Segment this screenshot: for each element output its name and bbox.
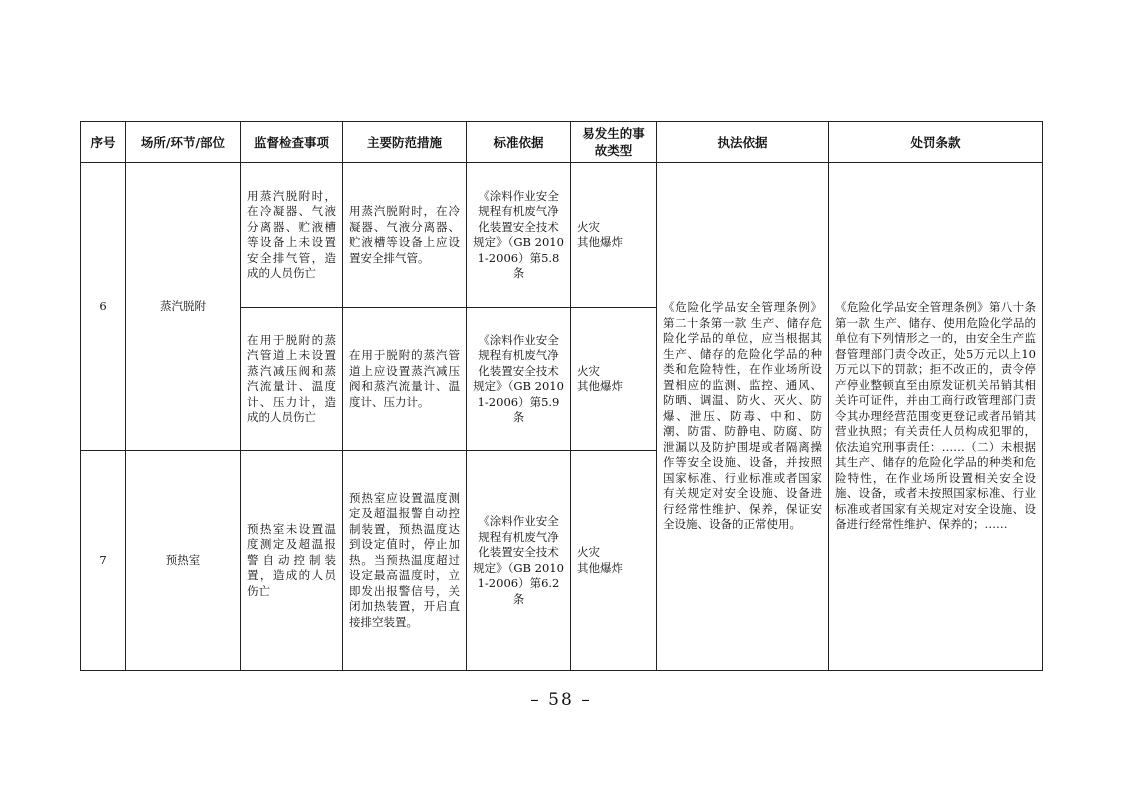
legal-basis-cell: 《危险化学品安全管理条例》第二十条第一款 生产、储存危险化学品的单位，应当根据其生产、储存的危险化学品的种类和危险特性，在作业场所设置相应的监测、监控、通风、防晒、调温、防火、灭火、防爆、泄压、防毒、中和、防潮、防雷、防静电、防腐、防泄漏以及防护围堤或者隔离操作等安全设施、设备，并按照国家标准、行业标准或者国家有关规定对安全设施、设备进行经常性维护、保养，保证安全设施、设备的正常使用。 <box>657 163 829 671</box>
prevention-measure-cell: 在用于脱附的蒸汽管道上应设置蒸汽减压阀和蒸汽流量计、温度计、压力计。 <box>343 308 467 451</box>
accident-type-cell: 火灾 其他爆炸 <box>571 308 657 451</box>
inspection-item-cell: 在用于脱附的蒸汽管道上未设置蒸汽减压阀和蒸汽流量计、温度计、压力计，造成的人员伤亡 <box>241 308 343 451</box>
header-prevention-measure: 主要防范措施 <box>343 122 467 163</box>
row-seq: 6 <box>81 163 126 451</box>
accident-type-cell: 火灾 其他爆炸 <box>571 451 657 671</box>
inspection-item-cell: 用蒸汽脱附时，在冷凝器、气液分离器、贮液槽等设备上未设置安全排气管，造成的人员伤亡 <box>241 163 343 308</box>
header-accident-type: 易发生的事故类型 <box>571 122 657 163</box>
penalty-clause-cell: 《危险化学品安全管理条例》第八十条第一款 生产、储存、使用危险化学品的单位有下列情形之一的，由安全生产监督管理部门责令改正，处5万元以上10万元以下的罚款；拒不改正的，责令停产停业整顿直至由原发证机关吊销其相关许可证件，并由工商行政管理部门责令其办理经营范围变更登记或者吊销其营业执照；有关责任人员构成犯罪的，依法追究刑事责任：……（二）未根据其生产、储存的危险化学品的种类和危险特性，在作业场所设置相关安全设施、设备，或者未按照国家标准、行业标准或者国家有关规定对安全设施、设备进行经常性维护、保养的；…… <box>829 163 1043 671</box>
table-row <box>81 163 1043 308</box>
inspection-item-cell: 预热室未设置温度测定及超温报警自动控制装置，造成的人员伤亡 <box>241 451 343 671</box>
page-number: – 58 – <box>530 690 592 710</box>
row-seq: 7 <box>81 451 126 671</box>
header-standard-basis: 标准依据 <box>467 122 571 163</box>
header-penalty-clause: 处罚条款 <box>829 122 1043 163</box>
prevention-measure-cell: 预热室应设置温度测定及超温报警自动控制装置，预热温度达到设定值时，停止加热。当预热温度超过设定最高温度时，立即发出报警信号，关闭加热装置，开启直接排空装置。 <box>343 451 467 671</box>
table-header-row <box>81 122 1043 163</box>
inspection-table <box>80 121 1043 671</box>
header-seq: 序号 <box>81 122 126 163</box>
standard-basis-cell: 《涂料作业安全规程有机废气净化装置安全技术规定》（GB 20101-2006）第6.2条 <box>467 451 571 671</box>
header-location: 场所/环节/部位 <box>126 122 241 163</box>
row-location: 预热室 <box>126 451 241 671</box>
accident-type-cell: 火灾 其他爆炸 <box>571 163 657 308</box>
standard-basis-cell: 《涂料作业安全规程有机废气净化装置安全技术规定》（GB 20101-2006）第5.8条 <box>467 163 571 308</box>
header-legal-basis: 执法依据 <box>657 122 829 163</box>
standard-basis-cell: 《涂料作业安全规程有机废气净化装置安全技术规定》（GB 20101-2006）第5.9条 <box>467 308 571 451</box>
prevention-measure-cell: 用蒸汽脱附时，在冷凝器、气液分离器、贮液槽等设备上应设置安全排气管。 <box>343 163 467 308</box>
row-location: 蒸汽脱附 <box>126 163 241 451</box>
header-inspection-item: 监督检查事项 <box>241 122 343 163</box>
